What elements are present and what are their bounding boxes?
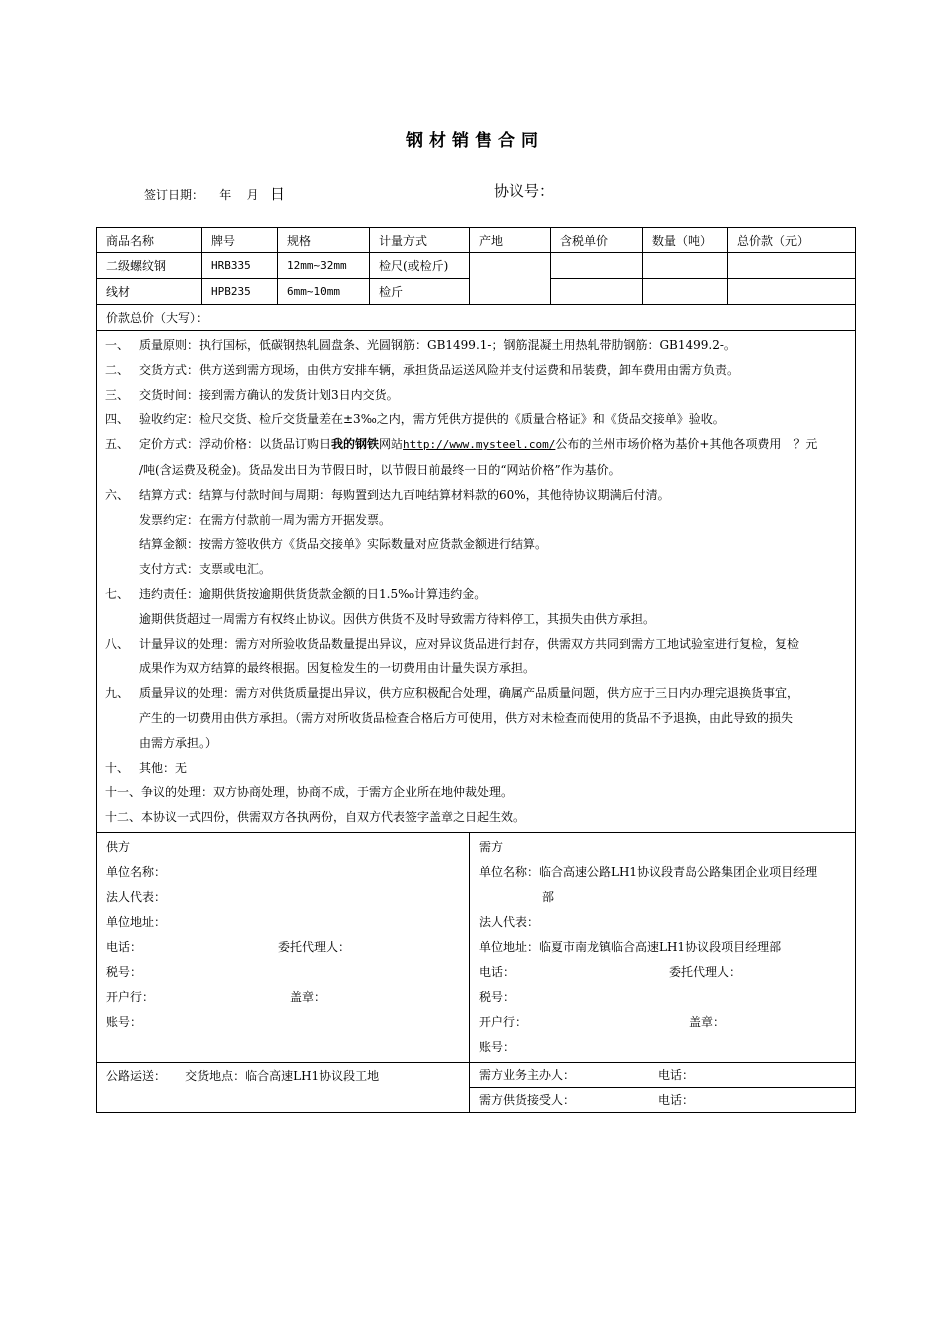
spec-cell: 6mm~10mm [278,279,370,305]
mysteel-link[interactable]: http://www.mysteel.com/ [403,438,556,452]
supplier-bank: 开户行： [106,989,155,1004]
parties-row [97,832,856,1062]
origin-cell [470,253,551,305]
clause-continuation: /吨(含运费及税金)。货品发出日为节假日时，以节假日前最终一日的“网站价格”作为基价。 [139,462,621,477]
clause-number: 七、 [105,586,130,601]
supplier-phone: 电话： [106,939,143,954]
clause [105,681,845,706]
total-price-cell [728,253,856,279]
buyer-bank: 开户行： [479,1014,528,1029]
sign-date-label: 签订日期： [144,188,205,202]
buyer-agent: 委托代理人： [669,964,742,979]
clause [105,632,845,657]
buyer-receiver-phone: 电话： [658,1093,695,1108]
grade-cell: HPB235 [202,279,278,305]
footer-row [97,1062,856,1087]
clause-text: 交货方式：供方送到需方现场，由供方安排车辆，承担货品运送风险并支付运费和吊装费，卸车费用由需方负责。 [139,362,740,377]
clause [105,383,845,408]
buyer-seal: 盖章： [689,1014,726,1029]
contract-table [96,227,856,1113]
clause-subitem: 逾期供货超过一周需方有权终止协议。因供方供货不及时导致需方待料停工，其损失由供方承担。 [139,611,656,626]
supplier-legal-rep: 法人代表： [106,889,167,904]
header-cell: 计量方式 [370,228,470,253]
supplier-unit-name: 单位名称： [106,864,167,879]
supplier-address: 单位地址： [106,914,167,929]
clause-subitem: 支付方式：支票或电汇。 [139,562,272,577]
quantity-cell [643,279,728,305]
delivery-location: 交货地点：临合高速LH1协议段工地 [185,1068,380,1083]
header-cell: 规格 [278,228,370,253]
mysteel-brand: 我的钢铁 [331,437,380,452]
quantity-cell [643,253,728,279]
unit-price-cell [551,253,643,279]
supplier-section [97,832,470,1062]
supplier-agent: 委托代理人： [278,939,351,954]
sign-date-month: 月 [246,188,259,202]
clause-continuation: 成果作为双方结算的最终根据。因复检发生的一切费用由计量失误方承担。 [139,661,536,676]
clause [105,582,845,607]
clause-number: 四、 [105,412,130,427]
clause-text [139,432,845,458]
supplier-seal: 盖章： [290,989,327,1004]
spec-cell: 12mm~32mm [278,253,370,279]
buyer-bank-line [479,1010,847,1035]
clause-continuation: 由需方承担。） [139,735,218,750]
header-cell: 产地 [470,228,551,253]
total-price-cell [728,279,856,305]
header-cell: 商品名称 [97,228,202,253]
table-header-row [97,228,856,253]
header-cell: 数量（吨） [643,228,728,253]
unit-price-cell [551,279,643,305]
total-price-capital-label: 价款总价（大写）： [97,305,856,331]
clause-subitem: 发票约定：在需方付款前一周为需方开据发票。 [139,512,392,527]
clause-text: 交货时间：接到需方确认的发货计划3日内交货。 [139,387,399,402]
pricing-text: 网站 [379,437,404,452]
pricing-text: 公布的兰州市场价格为基价+其他各项费用 ？元 [555,437,818,452]
sign-date-day: 日 [270,185,286,203]
product-name-cell: 二级螺纹钢 [97,253,202,279]
sign-date [144,183,285,204]
protocol-number-label: 协议号： [494,182,555,200]
delivery-cell [97,1062,470,1112]
buyer-unit-name: 单位名称：临合高速公路LH1协议段青岛公路集团企业项目经理 [479,864,818,879]
clause-text: 其他：无 [139,760,188,775]
product-name-cell: 线材 [97,279,202,305]
clause-text: 十一、争议的处理：双方协商处理，协商不成，于需方企业所在地仲裁处理。 [105,785,514,800]
buyer-address: 单位地址：临夏市南龙镇临合高速LH1协议段项目经理部 [479,939,782,954]
buyer-account: 账号： [479,1039,516,1054]
grade-cell: HRB335 [202,253,278,279]
supplier-bank-line [106,985,461,1010]
clause [105,483,845,508]
buyer-unit-name-cont: 部 [542,889,555,904]
buyer-tax-number: 税号： [479,989,516,1004]
contract-clauses [97,331,856,833]
clause-pricing [105,432,845,458]
buyer-manager-cell [470,1062,856,1087]
clause [105,756,845,781]
buyer-legal-rep: 法人代表： [479,914,540,929]
clause-number: 九、 [105,686,130,701]
clause-text: 结算方式：结算与付款时间与周期：每购置到达九百吨结算材料款的60%，其他待协议期满后付清。 [139,487,670,502]
measure-cell: 检斤 [370,279,470,305]
clause [105,407,845,432]
buyer-receiver: 需方供货接受人： [479,1093,576,1108]
clause-text: 计量异议的处理：需方对所验收货品数量提出异议，应对异议货品进行封存，供需双方共同到需方工地试验室进行复检，复检 [139,636,800,651]
buyer-section [470,832,856,1062]
buyer-phone-line [479,960,847,985]
contract-title: 钢材销售合同 [406,131,544,151]
clause [105,805,845,830]
buyer-manager: 需方业务主办人： [479,1068,576,1083]
clause-number: 五、 [105,437,130,452]
clauses-row [97,331,856,833]
buyer-receiver-cell [470,1087,856,1112]
clause [105,780,845,805]
clause-number: 三、 [105,387,130,402]
header-cell: 含税单价 [551,228,643,253]
clause-subitem: 结算金额：按需方签收供方《货品交接单》实际数量对应货款金额进行结算。 [139,537,548,552]
clause-number: 二、 [105,362,130,377]
total-price-row [97,305,856,331]
clause-text: 验收约定：检尺交货、检斤交货量差在±3‰之内，需方凭供方提供的《质量合格证》和《货品交接单》验收。 [139,412,725,427]
measure-cell: 检尺(或检斤) [370,253,470,279]
clause-text: 质量异议的处理：需方对供货质量提出异议，供方应积极配合处理，确属产品质量问题，供方应于三日内办理完退换货事宜， [139,686,800,701]
clause-text: 十二、本协议一式四份，供需双方各执两份，自双方代表签字盖章之日起生效。 [105,810,526,825]
buyer-heading: 需方 [479,839,504,854]
clause-text: 质量原则：执行国标，低碳钢热轧圆盘条、光圆钢筋：GB1499.1-；钢筋混凝土用热轧带肋钢筋：GB1499.2-。 [139,338,736,352]
clause [105,358,845,383]
table-row [97,253,856,279]
supplier-phone-line [106,935,461,960]
clause-number: 六、 [105,487,130,502]
supplier-tax-number: 税号： [106,964,143,979]
header-cell: 牌号 [202,228,278,253]
sign-date-year: 年 [219,188,232,202]
clause-number: 八、 [105,636,130,651]
clause-number: 一、 [105,338,130,352]
clause-continuation: 产生的一切费用由供方承担。（需方对所收货品检查合格后方可使用，供方对未检查而使用的货品不予退换，由此导致的损失 [139,710,794,725]
clause-number: 十、 [105,760,130,775]
supplier-heading: 供方 [106,839,131,854]
supplier-account: 账号： [106,1014,143,1029]
transport-method: 公路运送： [106,1068,167,1083]
pricing-text: 定价方式：浮动价格：以货品订购日 [139,437,332,452]
clause [105,333,845,358]
buyer-phone: 电话： [479,964,516,979]
header-cell: 总价款（元） [728,228,856,253]
buyer-manager-phone: 电话： [658,1068,695,1083]
clause-text: 违约责任：逾期供货按逾期供货货款金额的日1.5‰计算违约金。 [139,586,487,601]
